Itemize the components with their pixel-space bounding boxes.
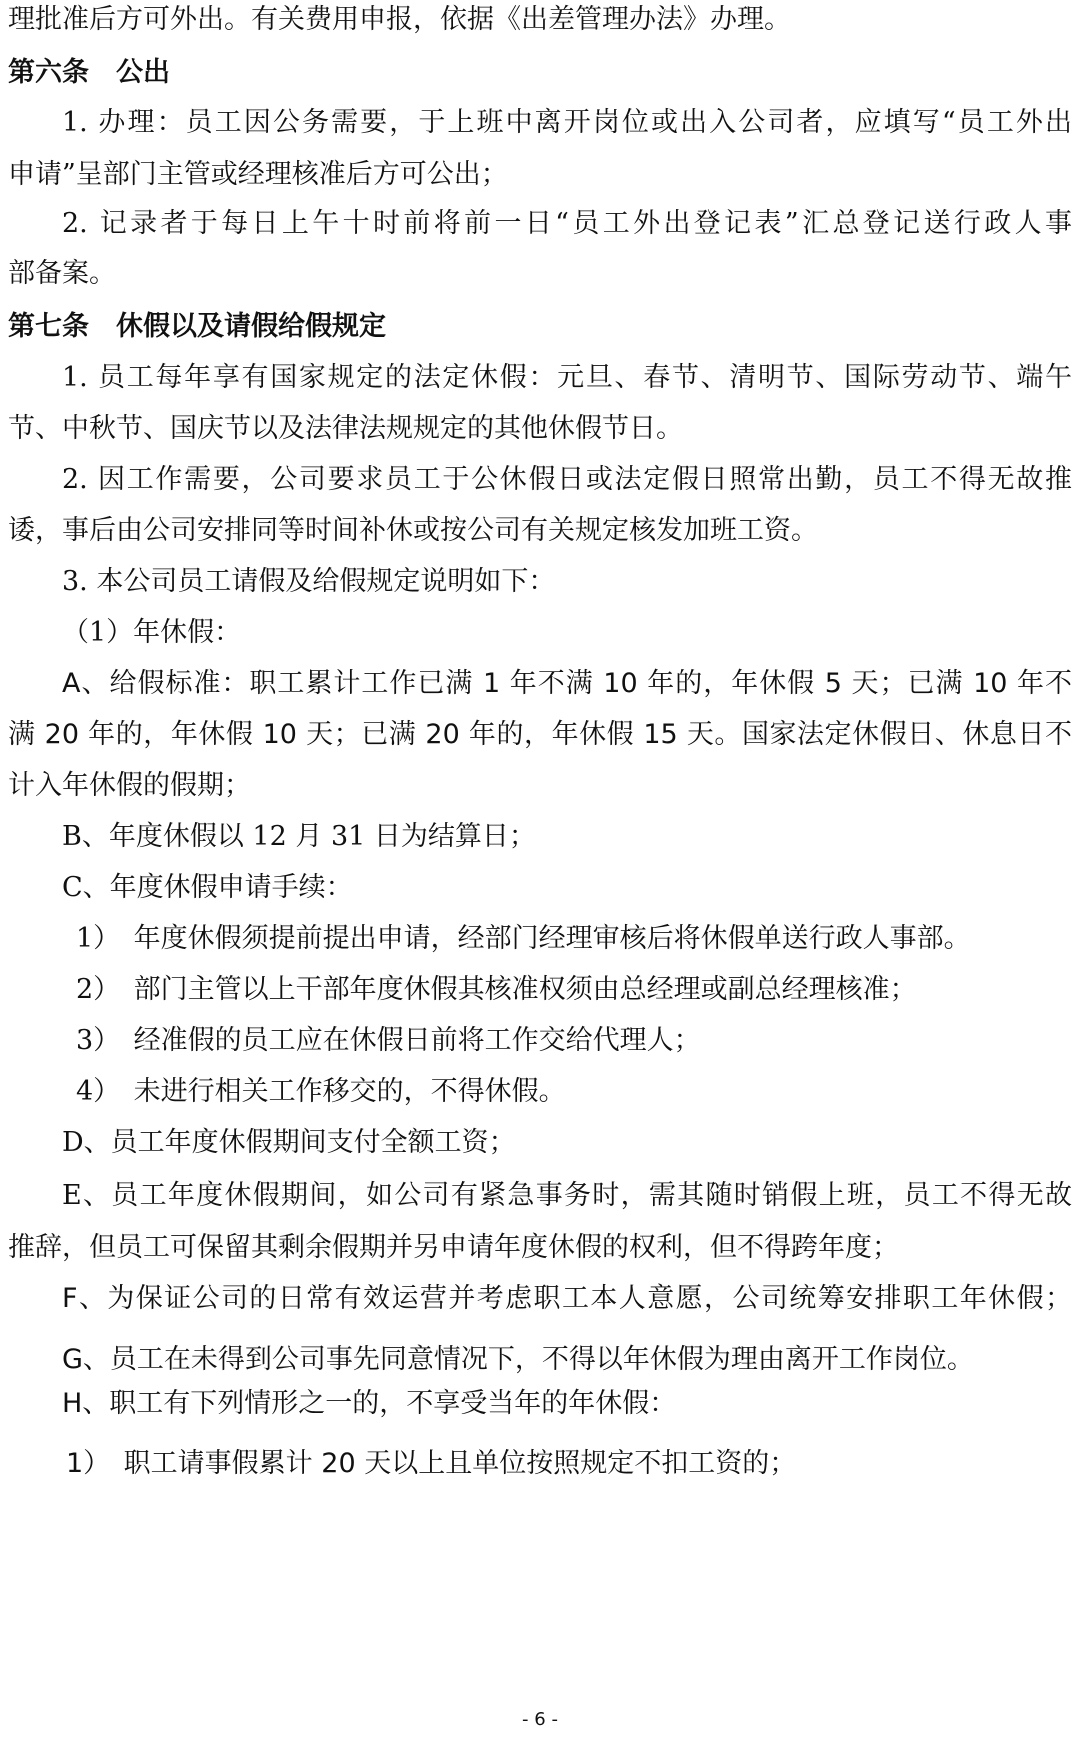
text-line: C、年度休假申请手续： — [62, 872, 353, 903]
text-line: D、员工年度休假期间支付全额工资； — [62, 1127, 516, 1158]
text-line: H、职工有下列情形之一的，不享受当年的年休假： — [62, 1388, 677, 1419]
list-item: 3） 经准假的员工应在休假日前将工作交给代理人； — [76, 1025, 701, 1056]
text-line: 节、中秋节、国庆节以及法律法规规定的其他休假节日。 — [8, 413, 683, 444]
text-line: G、员工在未得到公司事先同意情况下，不得以年休假为理由离开工作岗位。 — [62, 1344, 974, 1375]
page-number: - 6 - — [522, 1709, 558, 1730]
text-line: A、给假标准：职工累计工作已满 1 年不满 10 年的，年休假 5 天；已满 10 年不 — [62, 668, 1072, 699]
article-heading-6: 第六条 公出 — [8, 57, 170, 88]
text-line: 满 20 年的，年休假 10 天；已满 20 年的，年休假 15 天。国家法定休假日、休息日不 — [8, 719, 1072, 750]
text-line: 诿，事后由公司安排同等时间补休或按公司有关规定核发加班工资。 — [8, 515, 818, 546]
list-item: 2） 部门主管以上干部年度休假其核准权须由总经理或副总经理核准； — [76, 974, 917, 1005]
text-line: 推辞，但员工可保留其剩余假期并另申请年度休假的权利，但不得跨年度； — [8, 1232, 899, 1263]
text-line: 部备案。 — [8, 258, 116, 289]
text-line: B、年度休假以 12 月 31 日为结算日； — [62, 821, 536, 852]
text-line: F、为保证公司的日常有效运营并考虑职工本人意愿，公司统筹安排职工年休假； — [62, 1283, 1072, 1314]
text-line: 计入年休假的假期； — [8, 770, 251, 801]
text-line: （1）年休假： — [62, 617, 242, 648]
text-line: 理批准后方可外出。有关费用申报，依据《出差管理办法》办理。 — [8, 4, 791, 35]
text-line: 2. 因工作需要，公司要求员工于公休假日或法定假日照常出勤，员工不得无故推 — [62, 464, 1072, 495]
text-line: E、员工年度休假期间，如公司有紧急事务时，需其随时销假上班，员工不得无故 — [62, 1180, 1072, 1211]
list-item: 1） 年度休假须提前提出申请，经部门经理审核后将休假单送行政人事部。 — [76, 923, 971, 954]
text-line: 1. 员工每年享有国家规定的法定休假：元旦、春节、清明节、国际劳动节、端午 — [62, 362, 1072, 393]
article-heading-7: 第七条 休假以及请假给假规定 — [8, 311, 386, 342]
list-item: 1） 职工请事假累计 20 天以上且单位按照规定不扣工资的； — [66, 1448, 797, 1479]
text-line: 1. 办理：员工因公务需要，于上班中离开岗位或出入公司者，应填写“员工外出 — [62, 107, 1072, 138]
text-line: 3. 本公司员工请假及给假规定说明如下： — [62, 566, 556, 597]
list-item: 4） 未进行相关工作移交的，不得休假。 — [76, 1076, 566, 1107]
text-line: 2. 记录者于每日上午十时前将前一日“员工外出登记表”汇总登记送行政人事 — [62, 208, 1072, 239]
text-line: 申请”呈部门主管或经理核准后方可公出； — [8, 159, 508, 190]
